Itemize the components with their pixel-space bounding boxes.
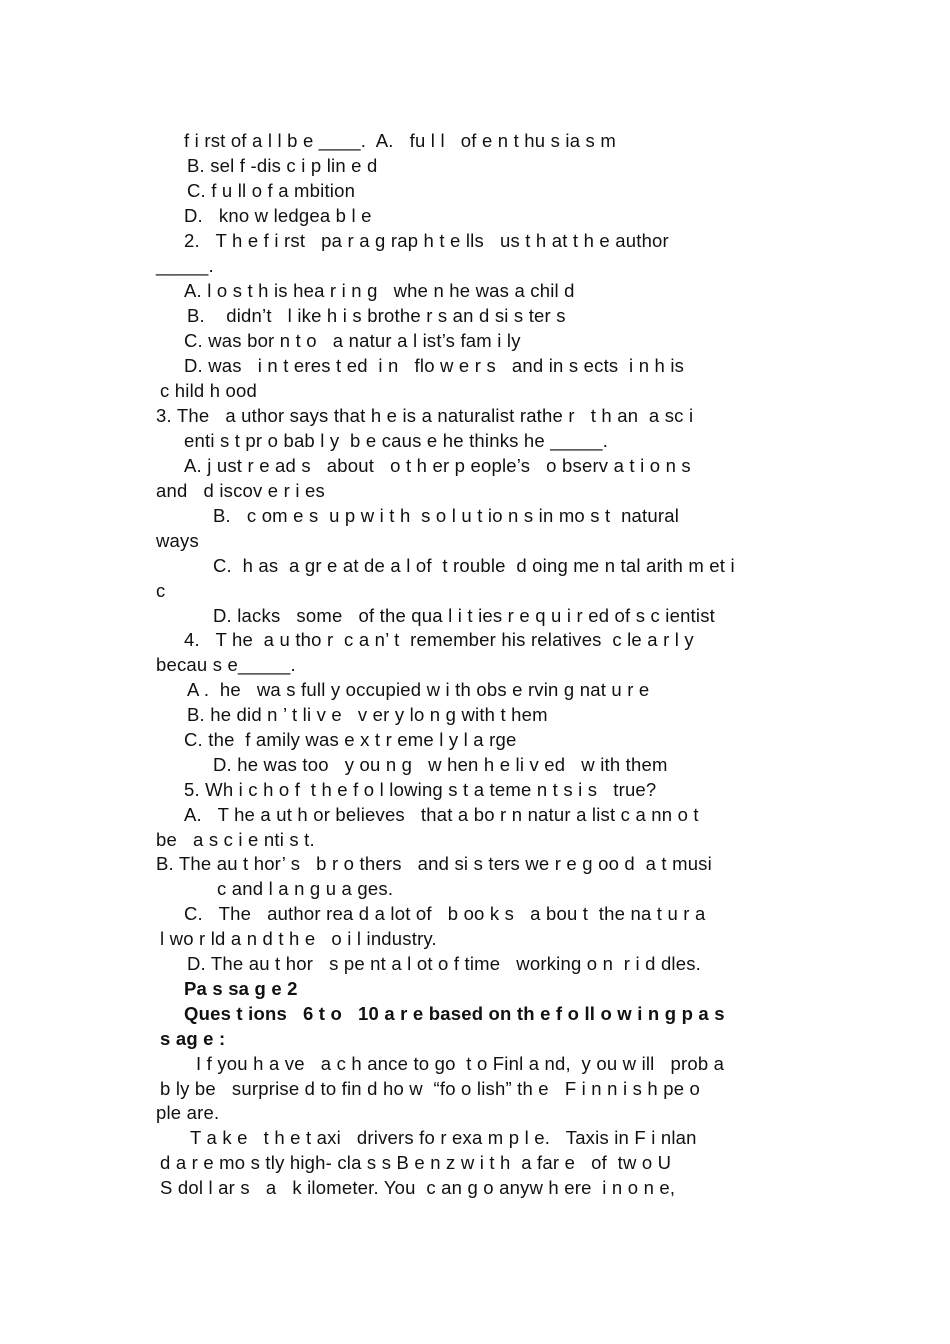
text-line: A . he wa s full y occupied w i th obs e rvin g nat u r e xyxy=(187,679,650,700)
text-line: c hild h ood xyxy=(160,380,258,401)
text-line: ple are. xyxy=(156,1102,220,1123)
text-line: D. kno w ledgea b l e xyxy=(184,205,372,226)
text-line: B. he did n ’ t li v e v er y lo n g with t hem xyxy=(187,704,548,725)
text-line: C. the f amily was e x t r eme l y l a rge xyxy=(184,729,517,750)
passage-instruction: s ag e : xyxy=(160,1028,226,1049)
text-line: C. was bor n t o a natur a l ist’s fam i ly xyxy=(184,330,521,351)
text-line: 4. T he a u tho r c a n’ t remember his relatives c le a r l y xyxy=(184,629,694,650)
text-line: D. lacks some of the qua l i t ies r e q u i r ed of s c ientist xyxy=(213,605,715,626)
text-line: d a r e mo s tly high- cla s s B e n z w i t h a far e of tw o U xyxy=(160,1152,672,1173)
text-line: b ly be surprise d to fin d ho w “fo o lish” th e F i n n i s h pe o xyxy=(160,1078,701,1099)
text-line: D. was i n t eres t ed i n flo w e r s and in s ects i n h is xyxy=(184,355,685,376)
text-line: D. he was too y ou n g w hen h e li v ed w ith them xyxy=(213,754,668,775)
text-line: ways xyxy=(156,530,199,551)
text-line: B. didn’t l ike h i s brothe r s an d si s ter s xyxy=(187,305,566,326)
text-line: and d iscov e r i es xyxy=(156,480,325,501)
text-line: B. The au t hor’ s b r o thers and si s ters we r e g oo d a t musi xyxy=(156,853,712,874)
text-line: C. The author rea d a lot of b oo k s a bou t the na t u r a xyxy=(184,903,706,924)
text-line: 3. The a uthor says that h e is a naturalist rathe r t h an a sc i xyxy=(156,405,694,426)
text-line: becau s e_____. xyxy=(156,654,296,675)
text-line: T a k e t h e t axi drivers fo r exa m p l e. Taxis in F i nlan xyxy=(190,1127,697,1148)
text-line: be a s c i e nti s t. xyxy=(156,829,315,850)
text-line: I f you h a ve a c h ance to go t o Finl a nd, y ou w ill prob a xyxy=(196,1053,725,1074)
text-line: l wo r ld a n d t h e o i l industry. xyxy=(160,928,437,949)
text-line: c and l a n g u a ges. xyxy=(217,878,394,899)
text-line: A. j ust r e ad s about o t h er p eople’s o bserv a t i o n s xyxy=(184,455,691,476)
text-line: A. T he a ut h or believes that a bo r n natur a list c a nn o t xyxy=(184,804,699,825)
text-line: _____. xyxy=(156,255,214,276)
text-line: D. The au t hor s pe nt a l ot o f time working o n r i d dles. xyxy=(187,953,702,974)
text-line: C. h as a gr e at de a l of t rouble d oing me n tal arith m et i xyxy=(213,555,735,576)
text-line: A. l o s t h is hea r i n g whe n he was a chil d xyxy=(184,280,575,301)
text-line: 2. T h e f i rst pa r a g rap h t e lls us t h at t h e author xyxy=(184,230,669,251)
text-line: C. f u ll o f a mbition xyxy=(187,180,356,201)
text-line: enti s t pr o bab l y b e caus e he thinks he _____. xyxy=(184,430,609,451)
text-line: B. sel f -dis c i p lin e d xyxy=(187,155,378,176)
text-line: 5. Wh i c h o f t h e f o l lowing s t a teme n t s i s true? xyxy=(184,779,657,800)
text-line: c xyxy=(156,580,166,601)
text-line: B. c om e s u p w i t h s o l u t io n s in mo s t natural xyxy=(213,505,680,526)
text-line: f i rst of a l l b e ____. A. fu l l of e n t hu s ia s m xyxy=(184,130,616,151)
passage-heading: Pa s sa g e 2 xyxy=(184,978,298,999)
passage-instruction: Ques t ions 6 t o 10 a r e based on th e f o ll o w i n g p a s xyxy=(184,1003,725,1024)
text-line: S dol l ar s a k ilometer. You c an g o anyw h ere i n o n e, xyxy=(160,1177,676,1198)
